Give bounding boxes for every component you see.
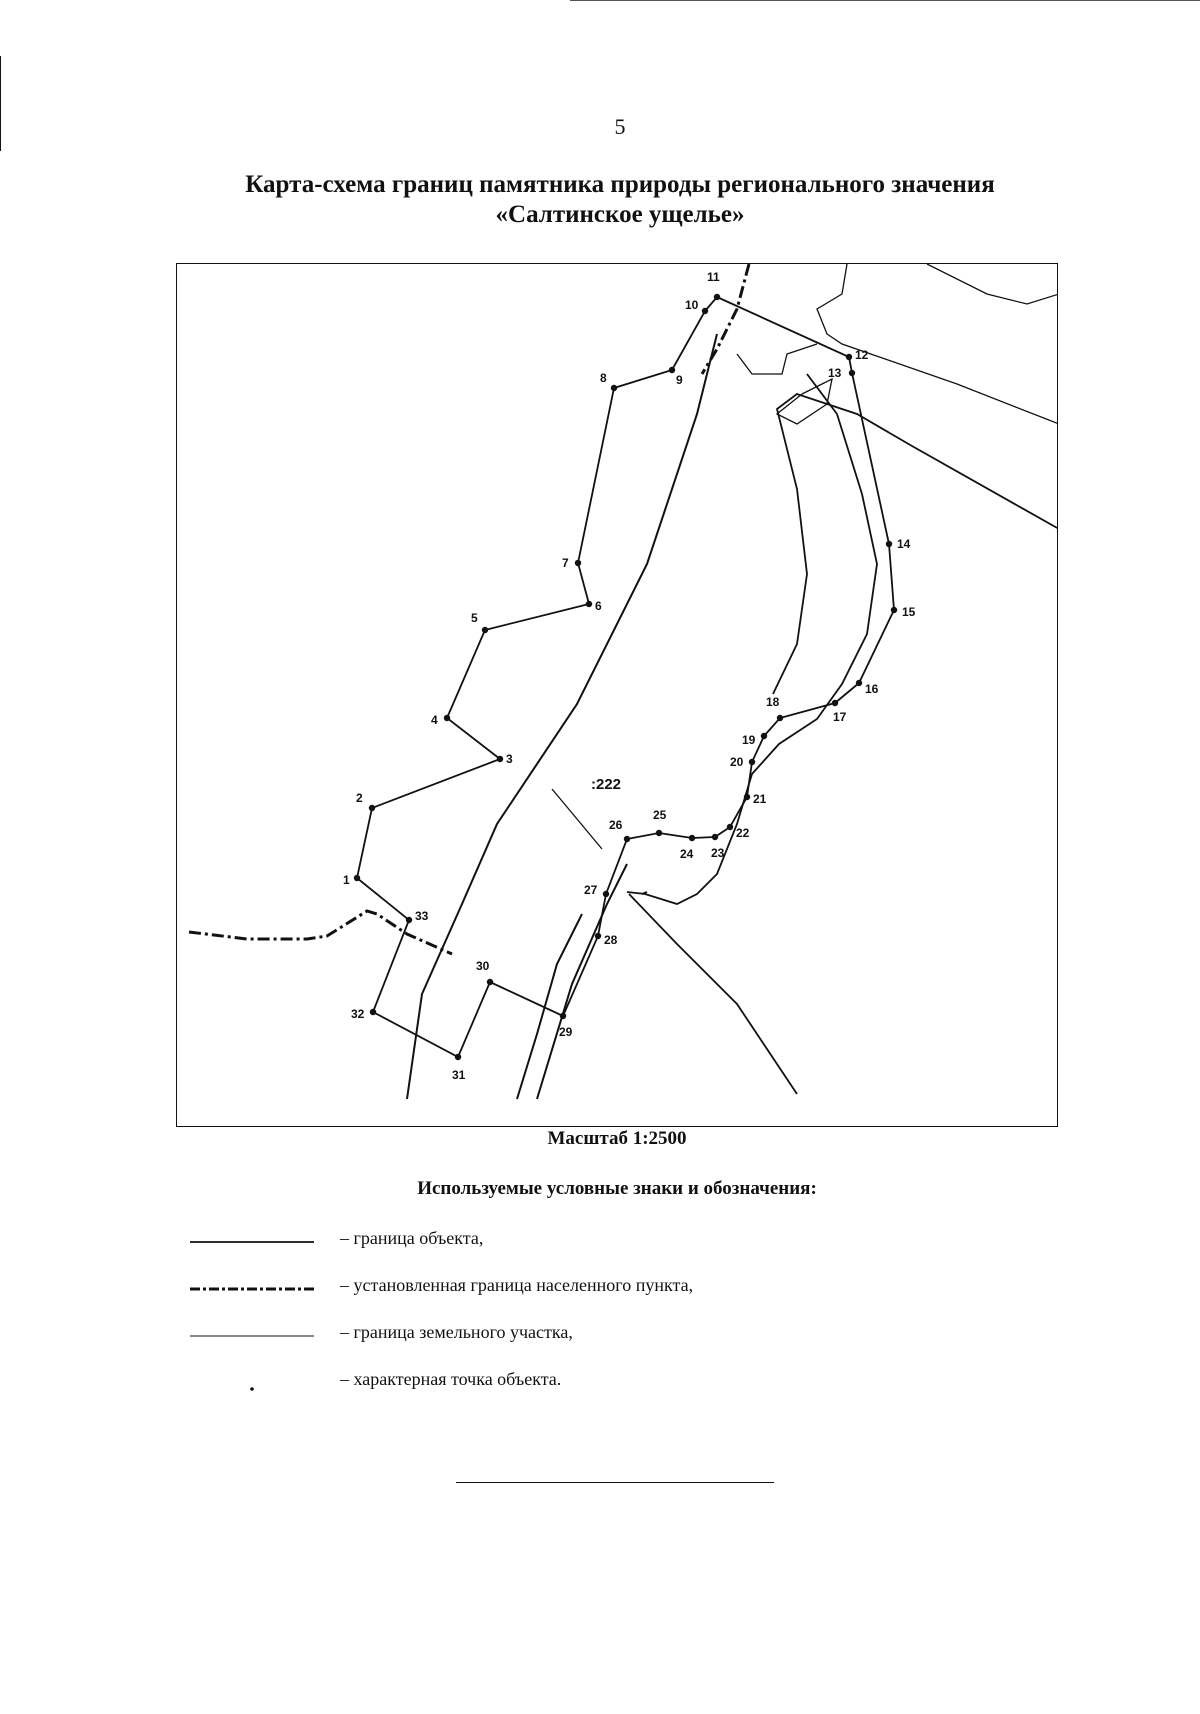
legend-symbol-solid-line — [190, 1226, 320, 1254]
boundary-point-label-3: 3 — [506, 752, 513, 766]
map-frame — [176, 263, 1058, 1127]
title-line-2: «Салтинское ущелье» — [495, 201, 745, 228]
boundary-point-11 — [714, 294, 720, 300]
legend-item-object-boundary — [190, 1226, 890, 1254]
boundary-point-label-7: 7 — [562, 556, 569, 570]
boundary-map — [177, 264, 1058, 1127]
boundary-point-label-1: 1 — [343, 873, 350, 887]
legend-item-settlement-boundary — [190, 1273, 890, 1301]
legend-symbol-point — [190, 1367, 320, 1395]
settlement-edge-north-2 — [927, 264, 1058, 304]
boundary-point-6 — [586, 601, 592, 607]
boundary-point-label-27: 27 — [584, 883, 598, 897]
boundary-point-label-10: 10 — [685, 298, 699, 312]
boundary-point-26 — [624, 836, 630, 842]
boundary-point-label-9: 9 — [676, 373, 683, 387]
boundary-point-7 — [575, 560, 581, 566]
legend-symbol-dash-dot-line — [190, 1273, 320, 1301]
boundary-point-19 — [761, 733, 767, 739]
title-line-1: Карта-схема границ памятника природы регионального значения — [245, 171, 995, 198]
boundary-point-13 — [849, 370, 855, 376]
boundary-point-label-18: 18 — [766, 695, 780, 709]
page-number: 5 — [614, 114, 626, 139]
legend-item-characteristic-point — [190, 1367, 890, 1395]
map-scale: Масштаб 1:2500 — [547, 1128, 687, 1149]
boundary-point-label-32: 32 — [351, 1007, 365, 1021]
boundary-point-2 — [369, 805, 375, 811]
boundary-point-16 — [856, 680, 862, 686]
boundary-point-10 — [702, 308, 708, 314]
boundary-point-label-13: 13 — [828, 366, 842, 380]
boundary-point-label-5: 5 — [471, 611, 478, 625]
legend-text-settlement-boundary: – установленная граница населенного пункта, — [340, 1275, 694, 1295]
boundary-point-label-6: 6 — [595, 599, 602, 613]
road-corridor-west — [407, 334, 717, 1099]
parcel-edge-diagonal — [552, 789, 602, 849]
parcel-boundaries — [407, 264, 1058, 1099]
boundary-point-label-31: 31 — [452, 1068, 466, 1082]
boundary-point-14 — [886, 541, 892, 547]
closing-rule — [456, 1482, 774, 1483]
boundary-point-label-30: 30 — [476, 959, 490, 973]
legend-text-object-boundary: – граница объекта, — [340, 1228, 484, 1248]
legend-text-characteristic-point: – характерная точка объекта. — [340, 1369, 562, 1389]
boundary-point-28 — [595, 933, 601, 939]
boundary-point-label-2: 2 — [356, 791, 363, 805]
boundary-point-25 — [656, 830, 662, 836]
boundary-point-3 — [497, 756, 503, 762]
boundary-point-12 — [846, 354, 852, 360]
settlement-boundary-west — [189, 911, 452, 954]
boundary-point-label-15: 15 — [902, 605, 916, 619]
boundary-point-15 — [891, 607, 897, 613]
boundary-point-21 — [744, 794, 750, 800]
settlement-lot — [777, 379, 832, 424]
legend-symbol-thin-line — [190, 1320, 320, 1348]
boundary-point-label-23: 23 — [711, 846, 725, 860]
boundary-point-label-8: 8 — [600, 371, 607, 385]
road-corridor-east — [537, 864, 627, 1099]
boundary-point-label-17: 17 — [833, 710, 847, 724]
boundary-point-label-24: 24 — [680, 847, 694, 861]
boundary-point-31 — [455, 1054, 461, 1060]
boundary-point-label-14: 14 — [897, 537, 911, 551]
boundary-point-label-25: 25 — [653, 808, 667, 822]
page-title — [120, 170, 1120, 230]
boundary-point-29 — [560, 1013, 566, 1019]
legend-text-parcel-boundary: – граница земельного участка, — [340, 1322, 573, 1342]
parcel-southeast-edge — [629, 894, 797, 1094]
boundary-point-22 — [727, 824, 733, 830]
boundary-point-label-26: 26 — [609, 818, 623, 832]
ravine-outer-bank — [773, 394, 1058, 694]
boundary-point-1 — [354, 875, 360, 881]
boundary-point-17 — [832, 700, 838, 706]
boundary-point-label-11: 11 — [707, 270, 720, 284]
road-west-lower — [517, 914, 582, 1099]
legend-item-parcel-boundary — [190, 1320, 890, 1348]
boundary-point-5 — [482, 627, 488, 633]
boundary-point-30 — [487, 979, 493, 985]
boundary-point-27 — [603, 891, 609, 897]
boundary-point-label-29: 29 — [559, 1025, 573, 1039]
boundary-point-label-21: 21 — [753, 792, 767, 806]
boundary-point-label-33: 33 — [415, 909, 429, 923]
boundary-point-9 — [669, 367, 675, 373]
boundary-point-label-22: 22 — [736, 826, 750, 840]
boundary-point-label-19: 19 — [742, 733, 756, 747]
boundary-point-8 — [611, 385, 617, 391]
settlement-edge-north-3 — [737, 344, 817, 374]
boundary-point-18 — [777, 715, 783, 721]
boundary-point-label-12: 12 — [855, 348, 869, 362]
boundary-point-24 — [689, 835, 695, 841]
boundary-point-label-20: 20 — [730, 755, 744, 769]
settlement-edge-north — [817, 264, 1058, 424]
boundary-point-label-16: 16 — [865, 682, 879, 696]
boundary-point-23 — [712, 834, 718, 840]
ravine-inner-bank — [627, 374, 877, 904]
object-boundary-line — [357, 297, 894, 1057]
boundary-point-20 — [749, 759, 755, 765]
object-boundary — [357, 297, 894, 1057]
boundary-point-label-28: 28 — [604, 933, 618, 947]
boundary-point-label-4: 4 — [431, 713, 438, 727]
scan-top-edge — [570, 0, 1200, 1]
legend-title: Используемые условные знаки и обозначения: — [417, 1178, 817, 1199]
boundary-point-33 — [406, 917, 412, 923]
boundary-point-32 — [370, 1009, 376, 1015]
settlement-boundaries — [189, 264, 749, 954]
parcel-cadastral-label: :222 — [591, 776, 622, 793]
boundary-point-4 — [444, 715, 450, 721]
